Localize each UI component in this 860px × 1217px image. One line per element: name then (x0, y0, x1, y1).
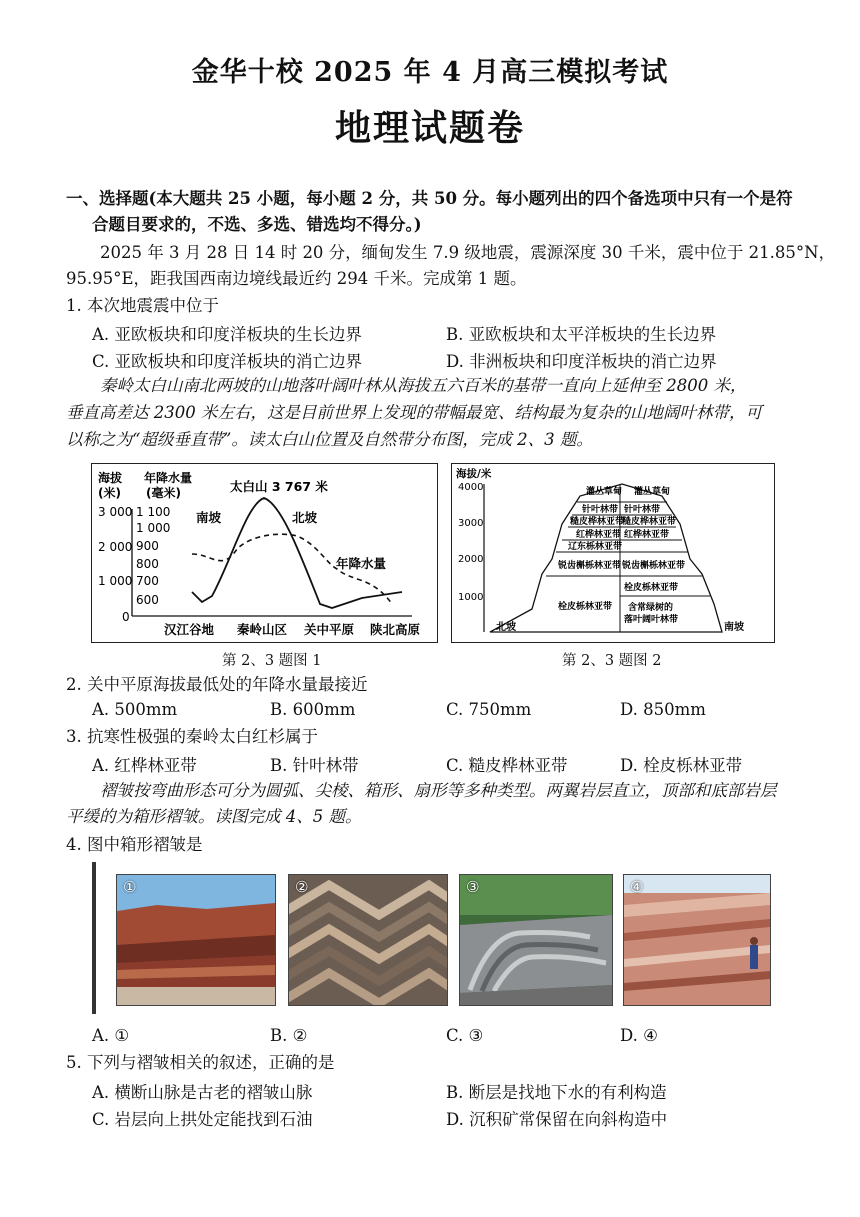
fig2-south-slope: 南坡 (724, 622, 744, 633)
exam-title: 金华十校 2025 年 4 月高三模拟考试 (191, 57, 669, 88)
fig1-precip-tick-1100: 1 100 (136, 505, 171, 519)
photo-strip-rule (92, 862, 96, 1014)
fig1-south-slope: 南坡 (196, 510, 222, 525)
passage2-line2: 垂直高差达 2300 米左右，这是目前世界上发现的带幅最宽、结构最为复杂的山地阔叶林带，可 (66, 403, 762, 422)
figure1-svg (92, 464, 437, 642)
fig2-ytick-4000: 4000 (458, 482, 484, 493)
fig1-precip-label-1: 年降水量 (144, 471, 193, 485)
photo-2-label: ② (295, 878, 309, 896)
section-heading-line1: 一、选择题(本大题共 25 小题，每小题 2 分，共 50 分。每小题列出的四个备选项中只有一个是符 (66, 189, 793, 208)
photo-4-label: ④ (630, 878, 644, 896)
fig2-ytick-3000: 3000 (458, 518, 484, 529)
fig2-zone-right-meadow: 灌丛草甸 (634, 487, 671, 497)
q4-option-c[interactable]: C. ③ (446, 1026, 484, 1045)
fig2-zone-left-meadow: 灌丛草甸 (586, 487, 623, 497)
q4-option-a[interactable]: A. ① (92, 1026, 130, 1045)
fig1-elev-label-2: (米) (98, 486, 121, 500)
fig1-x-label-hanjiang: 汉江谷地 (164, 622, 215, 637)
figure2-zone-chart (451, 463, 775, 643)
photo-3-box-fold[interactable] (459, 874, 613, 1006)
fig1-elev-tick-1000: 1 000 (98, 574, 133, 588)
fig1-north-slope: 北坡 (292, 510, 318, 525)
q2-option-b[interactable]: B. 600mm (270, 700, 356, 719)
q2-option-c[interactable]: C. 750mm (446, 700, 532, 719)
figure2-caption: 第 2、3 题图 2 (562, 653, 662, 669)
fig1-precip-tick-900: 900 (136, 539, 159, 553)
fig2-zone-left-shuanpi: 栓皮栎林亚带 (558, 602, 613, 612)
photo-2-svg (289, 875, 447, 1005)
section-heading-line2: 合题目要求的，不选、多选、错选均不得分。) (92, 215, 422, 234)
q1-option-d[interactable]: D. 非洲板块和印度洋板块的消亡边界 (446, 352, 717, 371)
q1-option-a[interactable]: A. 亚欧板块和印度洋板块的生长边界 (92, 325, 362, 344)
fig2-zone-left-ruichi: 锐齿槲栎林亚带 (558, 561, 622, 571)
fig1-elev-tick-0: 0 (122, 610, 130, 624)
q3-stem: 3. 抗寒性极强的秦岭太白红杉属于 (66, 727, 318, 746)
fig1-elev-tick-2000: 2 000 (98, 540, 133, 554)
photo-4-svg (624, 875, 770, 1005)
q1-option-c[interactable]: C. 亚欧板块和印度洋板块的消亡边界 (92, 352, 363, 371)
q1-stem: 1. 本次地震震中位于 (66, 296, 219, 315)
photo-1-svg (117, 875, 275, 1005)
q4-stem: 4. 图中箱形褶皱是 (66, 835, 203, 854)
passage1-line2: 95.95°E，距我国西南边境线最近约 294 千米。完成第 1 题。 (66, 269, 527, 288)
passage2-line3: 以称之为“超级垂直带”。读太白山位置及自然带分布图，完成 2、3 题。 (66, 430, 593, 449)
fig2-zone-right-shuanpi: 栓皮栎林亚带 (624, 583, 679, 593)
fig1-precip-tick-700: 700 (136, 574, 159, 588)
passage1-line1: 2025 年 3 月 28 日 14 时 20 分，缅甸发生 7.9 级地震，震源深度 30 千米，震中位于 21.85°N， (100, 243, 836, 262)
passage3-line1: 褶皱按弯曲形态可分为圆弧、尖棱、箱形、扇形等多种类型。两翼岩层直立，顶部和底部岩层 (100, 781, 777, 800)
fig2-zone-right-caopi: 糙皮桦林亚带 (622, 517, 677, 527)
fig2-ytick-1000: 1000 (458, 592, 484, 603)
photo-1-label: ① (123, 878, 137, 896)
fig1-x-label-shanbei: 陕北高原 (370, 622, 421, 637)
subject-title: 地理试题卷 (334, 107, 525, 149)
q4-option-d[interactable]: D. ④ (620, 1026, 658, 1045)
fig2-zone-right-conifer: 针叶林带 (624, 505, 661, 515)
q5-option-d[interactable]: D. 沉积矿常保留在向斜构造中 (446, 1110, 668, 1129)
fig1-precip-tick-1000: 1 000 (136, 521, 171, 535)
q3-option-d[interactable]: D. 栓皮栎林亚带 (620, 756, 743, 775)
fig2-zone-left-caopi: 糙皮桦林亚带 (570, 517, 625, 527)
photo-3-label: ③ (466, 878, 480, 896)
fig2-zone-left-conifer: 针叶林带 (582, 505, 619, 515)
fig2-ytick-2000: 2000 (458, 554, 484, 565)
fig2-zone-left-liaodong: 辽东栎林亚带 (568, 542, 623, 552)
figure2-svg (452, 464, 774, 642)
fig1-elev-label-1: 海拔 (98, 471, 123, 485)
q3-option-c[interactable]: C. 糙皮桦林亚带 (446, 756, 568, 775)
fig2-ylabel: 海拔/米 (456, 468, 492, 480)
q3-option-b[interactable]: B. 针叶林带 (270, 756, 359, 775)
fig2-zone-right-ruichi: 锐齿槲栎林亚带 (622, 561, 686, 571)
fig1-peak-label: 太白山 3 767 米 (230, 479, 328, 494)
photo-2-chevron-folds[interactable] (288, 874, 448, 1006)
q5-stem: 5. 下列与褶皱相关的叙述，正确的是 (66, 1053, 335, 1072)
q5-option-b[interactable]: B. 断层是找地下水的有利构造 (446, 1083, 667, 1102)
fig1-elev-tick-3000: 3 000 (98, 505, 133, 519)
q1-option-b[interactable]: B. 亚欧板块和太平洋板块的生长边界 (446, 325, 717, 344)
q2-option-d[interactable]: D. 850mm (620, 700, 706, 719)
fig1-precip-curve-label: 年降水量 (336, 556, 387, 571)
photo-3-svg (460, 875, 612, 1005)
fig1-precip-tick-800: 800 (136, 557, 159, 571)
q5-option-c[interactable]: C. 岩层向上拱处定能找到石油 (92, 1110, 313, 1129)
fig2-zone-left-honghua: 红桦林亚带 (576, 530, 622, 540)
fig2-zone-right-evergreen-2: 落叶阔叶林带 (624, 615, 679, 625)
figure1-caption: 第 2、3 题图 1 (222, 653, 322, 669)
photo-4-layered-outcrop[interactable] (623, 874, 771, 1006)
fig2-zone-right-evergreen-1: 含常绿树的 (628, 603, 674, 613)
fig1-precip-label-2: (毫米) (146, 486, 181, 500)
fig2-zone-right-honghua: 红桦林亚带 (624, 530, 670, 540)
q2-option-a[interactable]: A. 500mm (92, 700, 178, 719)
fig2-north-slope: 北坡 (496, 622, 516, 633)
fig1-precip-tick-600: 600 (136, 593, 159, 607)
q3-option-a[interactable]: A. 红桦林亚带 (92, 756, 197, 775)
q2-stem: 2. 关中平原海拔最低处的年降水量最接近 (66, 675, 368, 694)
fig1-x-label-qinling: 秦岭山区 (237, 622, 288, 637)
q4-option-b[interactable]: B. ② (270, 1026, 308, 1045)
figure1-profile-chart (91, 463, 438, 643)
passage3-line2: 平缓的为箱形褶皱。读图完成 4、5 题。 (66, 807, 362, 826)
passage2-line1: 秦岭太白山南北两坡的山地落叶阔叶林从海拔五六百米的基带一直向上延伸至 2800 米， (100, 376, 747, 395)
q5-option-a[interactable]: A. 横断山脉是古老的褶皱山脉 (92, 1083, 313, 1102)
photo-1-red-cliff[interactable] (116, 874, 276, 1006)
fig1-x-label-guanzhong: 关中平原 (304, 622, 355, 637)
